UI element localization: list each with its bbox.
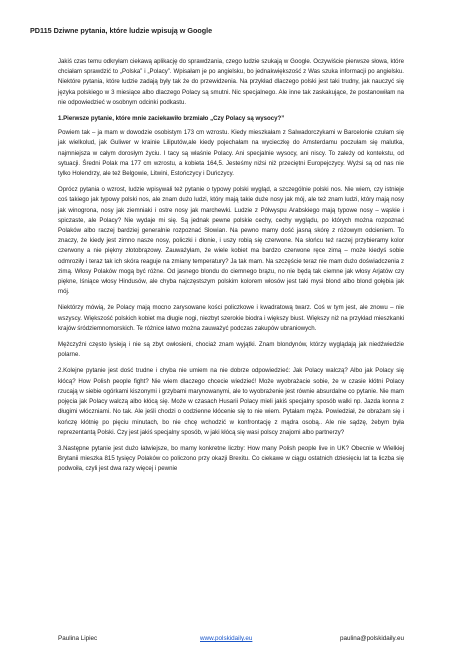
page-footer	[58, 635, 404, 645]
paragraph-face-shape: Niektórzy mówią, że Polacy mają mocno zarysowane kości policzkowe i kwadratową twarz. Coś w tym jest, ale znowu – nie wszyscy. Większość polskich kobiet ma długie nogi, niezbyt szerokie biodra i większy biust. Większy niż na przykład mieszkanki krajów śródziemnomorskich. Te różnice łatwo można zauważyć podczas zakupów ubraniowych.	[58, 304, 404, 332]
document-title: PD115 Dziwne pytania, które ludzie wpisują w Google	[30, 26, 213, 35]
paragraph-question-3: 3.Następne pytanie jest dużo łatwiejsze, bo mamy konkretne liczby: How many Polish people live in UK? Obecnie w Wielkiej Brytanii mieszka 815 tysięcy Polaków co policzono przy okazji Brexitu. Co ciekawe w ciągu ostatnich dziesięciu lat ta liczba się podwoiła, czyli jest dwa razy więcej i pewnie	[58, 444, 404, 473]
paragraph-appearance: Oprócz pytania o wzrost, ludzie wpisywali też pytanie o typowy polski wygląd, a szczególnie polski nos. Nie wiem, czy istnieje coś takiego jak typowy polski nos, ale znam dużo ludzi, który mają takie duże nosy jak mój, ale też znam ludzi, który mają nosy jak winogrona, nosy jak ziemniaki i ostre nosy jak marchewki. Ludzie z Półwyspu Arabskiego mają typowe nosy – wąskie i spiczaste, ale Polacy? Nie wydaje mi się. Są jednak pewne polskie cechy, cechy wyglądu, po których można rozpoznać Polaków albo raczej bardziej generalnie rozpoznać Słowian. Na pewno mamy dość jasną skórę z różowym odcieniem. To znaczy, że kiedy jest zimno nasze nosy, policzki i dłonie, i uszy robią się czerwone. Na słońcu też raczej przybieramy kolor czerwony a nie piękny złotobrązowy. Zauważyłam, że wiele kobiet ma bardzo czerwone ręce zimą – może kiedyś sobie odmroziły i teraz tak ich skóra reaguje na zmiany temperatury? Ja tak mam. Na szczęście teraz nie mam dużo doświadczenia z zimą. Włosy Polaków mogą być różne. Od jasnego blondu do ciemnego brązu, no nie będą tak ciemne jak włosy Arjatów czy piękne, lśniące włosy Hindusów, ale chyba najczęstszym polskim kolorem włosów jest taki mysi blond albo blond gołębia jak mój.	[58, 186, 404, 296]
footer-website-link[interactable]: www.polskidaily.eu	[200, 635, 253, 642]
paragraph-question-2: 2.Kolejne pytanie jest dość trudne i chyba nie umiem na nie dobrze odpowiedzieć: Jak Polacy walczą? Albo jak Polacy się kłócą? How Polish people fight? Nie wiem dlaczego chcecie wiedzieć! Może wyobrażacie sobie, że w czasie kłótni Polacy rzucają w siebie ogórkami kiszonymi i grzybami marynowanymi, ale to wyobrażenie jest równie absurdalne co pytanie. Nie mam pojęcia jak Polacy walczą albo kłócą się. Może w czasach Husarii Polacy mieli jakiś specjalny sposób walki np. Jazda konna z długimi włóczniami. No tak. Ale jeśli chodzi o codzienne kłócenie się to nie wiem. Pytałam męża. Powiedział, że obrażam się i kończę kłótnię po pięciu minutach, bo nie chcę wchodzić w konfrontację z mądra osobą.. Ale nie sądzę, żebym była reprezentantą Polski. Czy jest jakiś specjalny sposób, w jaki kłócą się wasi polscy znajomi albo partnerzy?	[58, 367, 404, 436]
footer-email[interactable]: paulina@polskidaily.eu	[339, 635, 404, 642]
question-1-heading: 1.Pierwsze pytanie, które mnie zaciekawiło brzmiało „Czy Polacy są wysocy?”	[58, 115, 285, 123]
paragraph-men: Mężczyźni często łysieją i nie są zbyt owłosieni, chociaż znam wyjątki. Znam blondynów, którzy wyglądają jak niedźwiedzie polarne.	[58, 341, 404, 359]
paragraph-height: Powiem tak – ja mam w dowodzie osobistym 173 cm wzrostu. Kiedy mieszkałam z Salwadorczykami w Barcelonie czułam się jak wielkolud, jak Guliwer w krainie Liliputów,ale kiedy pojechałam na wycieczkę do Amsterdamu poczułam się malutka, najmniejsza w całym dorosłym życiu. I tacy są właśnie Polacy. Ani specjalnie wysocy, ani niscy. To zależy od kontekstu, od sytuacji. Średni Polak ma 177 cm wzrostu, a kobieta 164,5. Jesteśmy niżsi niż przeciętni Europejczycy. Wyżsi są od nas nie tylko Holendrzy, ale też Belgowie, Litwini, Estończycy i Duńczycy.	[58, 129, 404, 178]
paragraph-intro: Jakiś czas temu odkryłam ciekawą aplikację do sprawdzania, czego ludzie szukają w Google. Oczywiście pierwsze słowa, które chciałam sprawdzić to „Polska” i „Polacy”. Wpisałam je po angielsku, bo jednakwiększość z Was szuka informacji po angielsku. Niektóre pytania, które ludzie zadają były tak że do przewidzenia. Na przykład dlaczego polski jest taki trudny, jak nauczyć się języka polskiego w 3 miesiące albo dlaczego Polacy są smutni. Nic specjalnego. Ale inne tak zaskakujące, że postanowiłam na nie odpowiedzieć w osobnym odcinki podkastu.	[58, 58, 404, 106]
footer-author: Paulina Lipiec	[58, 635, 98, 642]
document-body	[58, 57, 404, 481]
